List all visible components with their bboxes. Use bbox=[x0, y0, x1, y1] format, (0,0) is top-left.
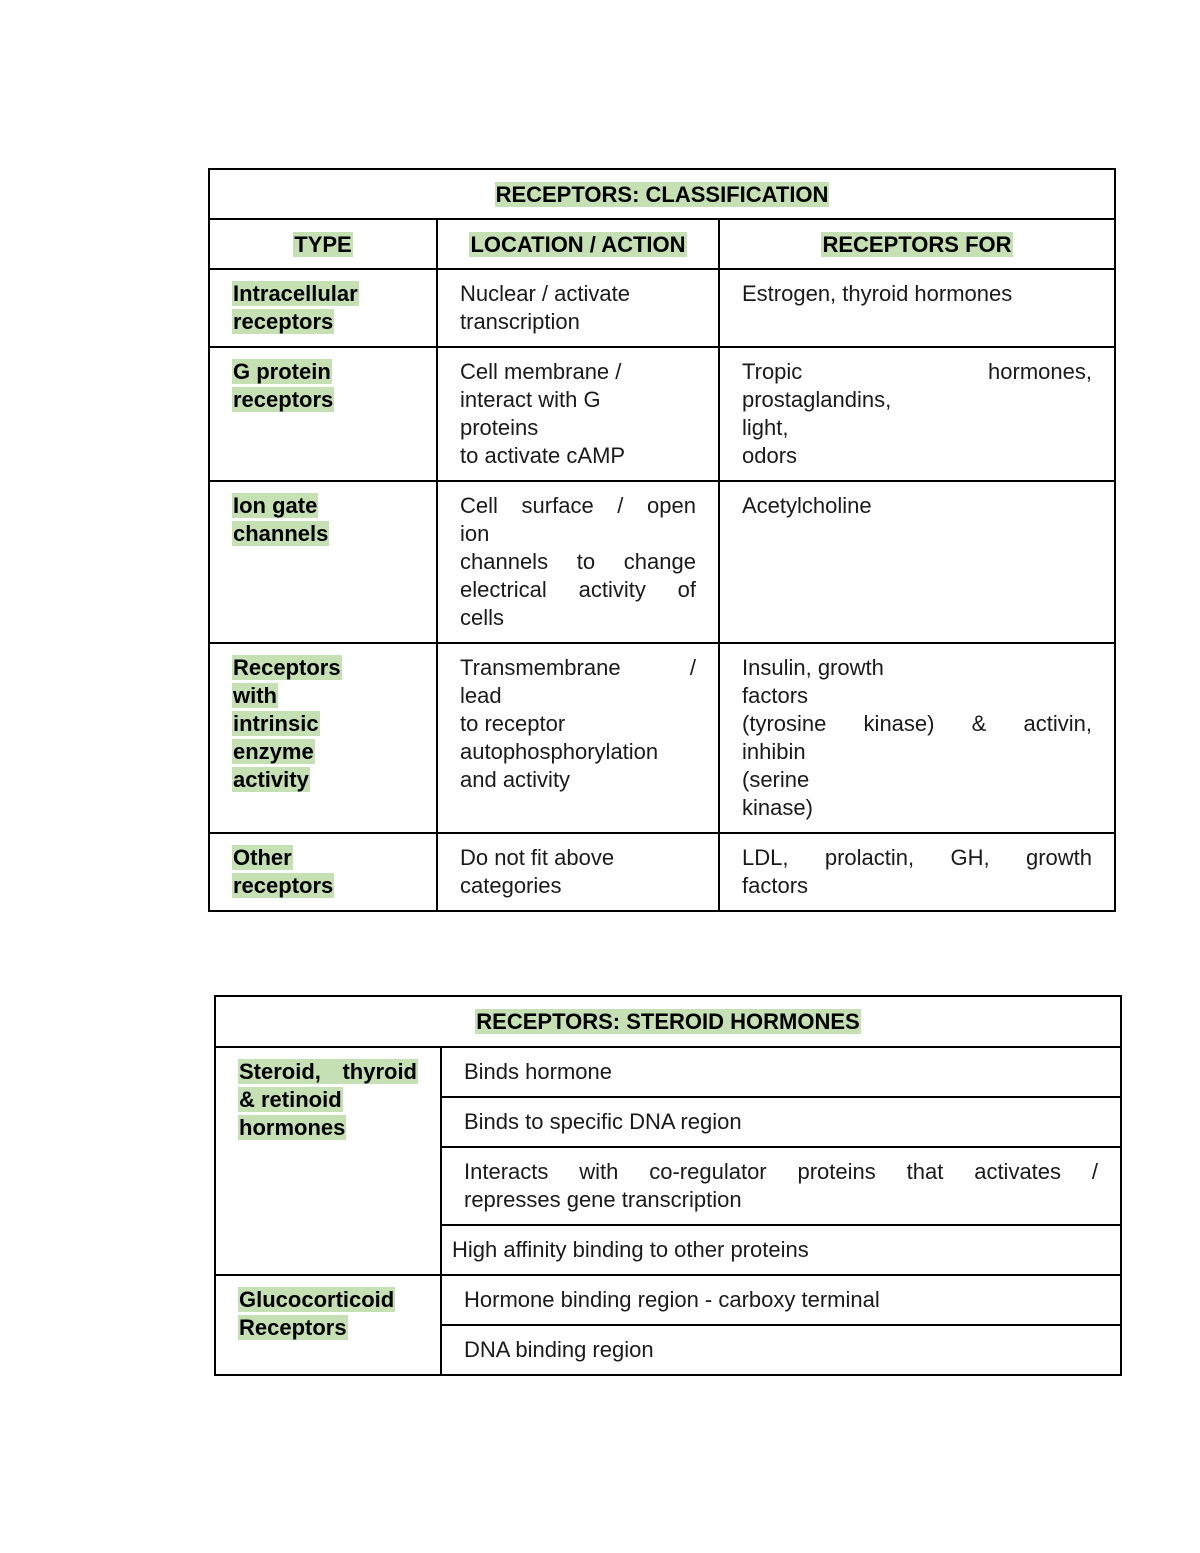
group-type-cell: Glucocorticoid Receptors bbox=[215, 1275, 441, 1375]
row-type-cell: Receptors with intrinsic enzyme activity bbox=[209, 643, 437, 833]
steroid-title-cell bbox=[215, 996, 1121, 1047]
steroid-title: RECEPTORS: STEROID HORMONES bbox=[476, 1009, 860, 1034]
header-receptors-for: RECEPTORS FOR bbox=[719, 219, 1115, 269]
table-row bbox=[215, 1275, 1121, 1325]
row-type-cell: Other receptors bbox=[209, 833, 437, 911]
group-item-cell: DNA binding region bbox=[441, 1325, 1121, 1375]
table-row bbox=[209, 269, 1115, 347]
group-item-cell: High affinity binding to other proteins bbox=[441, 1225, 1121, 1275]
row-type-cell: Ion gate channels bbox=[209, 481, 437, 643]
row-type-cell: G protein receptors bbox=[209, 347, 437, 481]
header-location-action: LOCATION / ACTION bbox=[437, 219, 719, 269]
row-location-cell: Nuclear / activate transcription bbox=[437, 269, 719, 347]
table-row bbox=[209, 347, 1115, 481]
row-receptors-for-cell: Tropic hormones, prostaglandins, light, odors bbox=[719, 347, 1115, 481]
classification-table bbox=[208, 168, 1116, 912]
row-receptors-for-cell: Insulin, growth factors (tyrosine kinase) & activin, inhibin (serine kinase) bbox=[719, 643, 1115, 833]
row-receptors-for-cell: Estrogen, thyroid hormones bbox=[719, 269, 1115, 347]
table-row bbox=[215, 1047, 1121, 1097]
header-type: TYPE bbox=[209, 219, 437, 269]
classification-title: RECEPTORS: CLASSIFICATION bbox=[495, 182, 829, 207]
row-location-cell: Cell surface / open ion channels to change electrical activity of cells bbox=[437, 481, 719, 643]
row-type-cell: Intracellular receptors bbox=[209, 269, 437, 347]
group-item-cell: Interacts with co-regulator proteins that activates / represses gene transcription bbox=[441, 1147, 1121, 1225]
row-receptors-for-cell: LDL, prolactin, GH, growth factors bbox=[719, 833, 1115, 911]
table-row bbox=[209, 481, 1115, 643]
steroid-hormones-table bbox=[214, 995, 1122, 1376]
table-row bbox=[209, 833, 1115, 911]
group-item-cell: Binds to specific DNA region bbox=[441, 1097, 1121, 1147]
group-item-cell: Binds hormone bbox=[441, 1047, 1121, 1097]
row-receptors-for-cell: Acetylcholine bbox=[719, 481, 1115, 643]
row-location-cell: Transmembrane / lead to receptor autophosphorylation and activity bbox=[437, 643, 719, 833]
group-item-cell: Hormone binding region - carboxy terminal bbox=[441, 1275, 1121, 1325]
row-location-cell: Do not fit above categories bbox=[437, 833, 719, 911]
table-row bbox=[209, 643, 1115, 833]
row-location-cell: Cell membrane / interact with G proteins to activate cAMP bbox=[437, 347, 719, 481]
group-type-cell: Steroid, thyroid & retinoid hormones bbox=[215, 1047, 441, 1275]
classification-title-cell bbox=[209, 169, 1115, 219]
